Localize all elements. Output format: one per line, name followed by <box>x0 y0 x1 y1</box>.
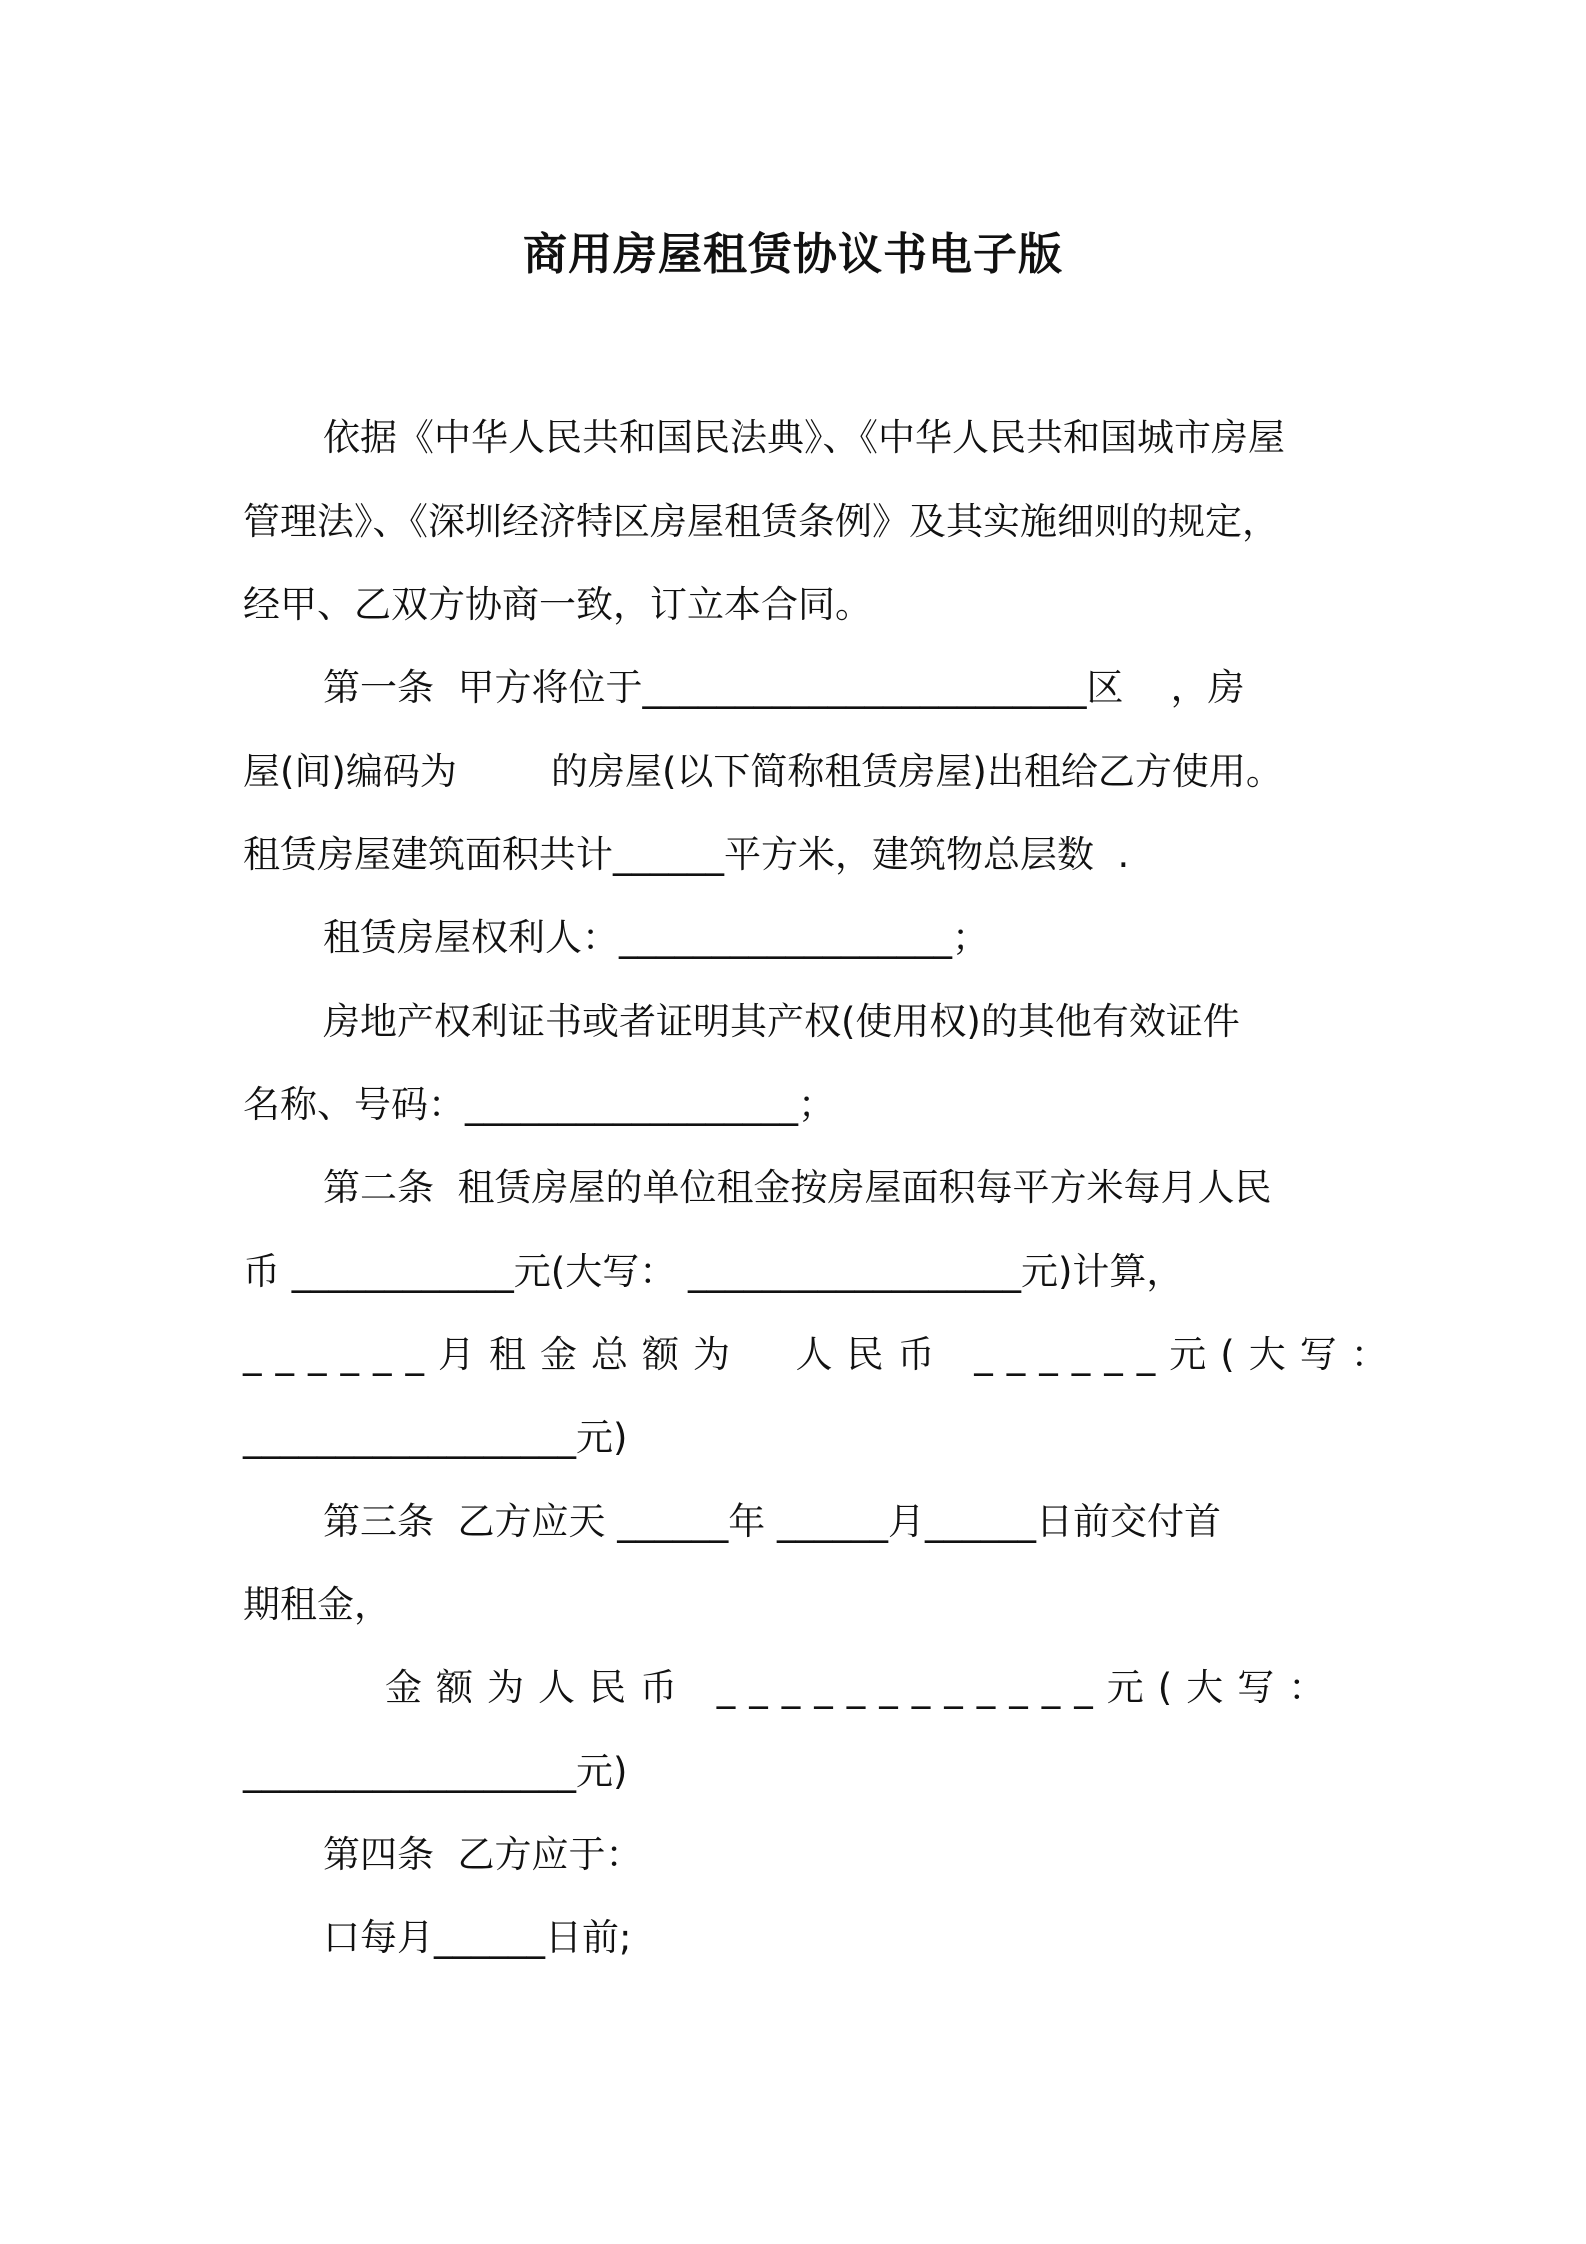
paragraph-line: 期租金， <box>243 1583 391 1626</box>
document-title: 商用房屋租赁协议书电子版 <box>523 229 1063 280</box>
paragraph-line: 第一条 甲方将位于________________________区 ，房 <box>323 666 1245 709</box>
paragraph-line: 房地产权利证书或者证明其产权(使用权)的其他有效证件 <box>323 1000 1240 1043</box>
paragraph-line: 租赁房屋权利人：__________________； <box>323 916 989 959</box>
paragraph-line: 依据《中华人民共和国民法典》、《中华人民共和国城市房屋 <box>323 416 1285 459</box>
paragraph-line: 第二条 租赁房屋的单位租金按房屋面积每平方米每月人民 <box>323 1166 1272 1209</box>
paragraph-line: 租赁房屋建筑面积共计______平方米，建筑物总层数 . <box>243 833 1130 876</box>
paragraph-line: ______月租金总额为 人民币 ______元(大写： <box>243 1333 1402 1376</box>
paragraph-line: 经甲、乙双方协商一致，订立本合同。 <box>243 583 872 626</box>
paragraph-line: 管理法》、《深圳经济特区房屋租赁条例》及其实施细则的规定， <box>243 500 1279 543</box>
paragraph-line: 名称、号码：__________________； <box>243 1083 835 1126</box>
paragraph-line: 第四条 乙方应于： <box>323 1833 643 1876</box>
paragraph-line: 金额为人民币 ____________元(大写： <box>385 1666 1340 1709</box>
paragraph-line: 币 ____________元(大写： __________________元)计算， <box>243 1250 1184 1293</box>
paragraph-line: 第三条 乙方应天 ______年 ______月______日前交付首 <box>323 1500 1222 1543</box>
paragraph-line: __________________元) <box>243 1750 628 1793</box>
paragraph-line: __________________元) <box>243 1416 628 1459</box>
paragraph-line: 口每月______日前; <box>323 1916 632 1959</box>
paragraph-line: 屋(间)编码为 的房屋(以下简称租赁房屋)出租给乙方使用。 <box>243 750 1283 793</box>
